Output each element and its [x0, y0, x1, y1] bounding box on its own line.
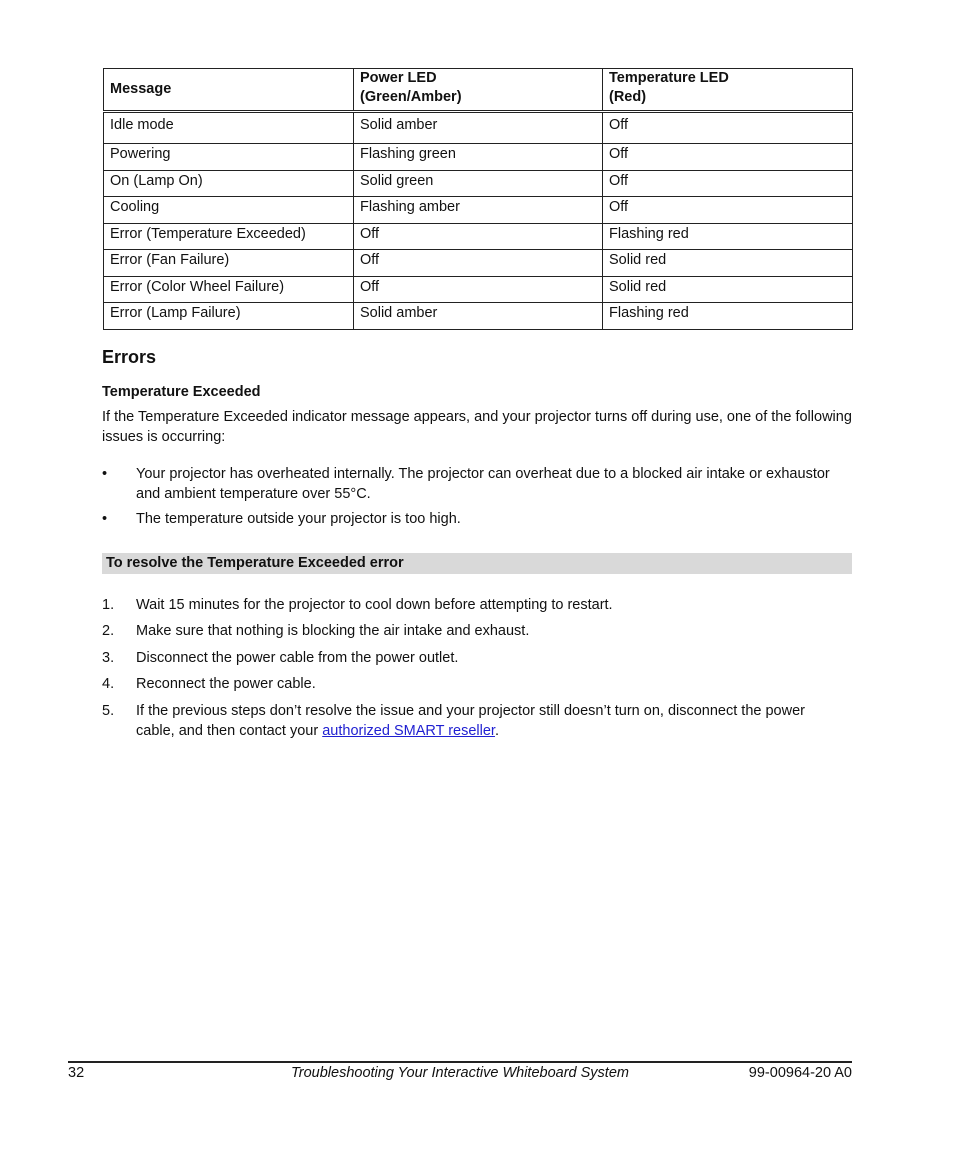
cell-power-led: Solid amber: [354, 303, 603, 330]
authorized-reseller-link[interactable]: authorized SMART reseller: [322, 722, 495, 739]
table-row: [104, 170, 853, 197]
header-temperature-led: Temperature LED (Red): [603, 69, 853, 112]
step-number: 2.: [102, 623, 115, 639]
bullet-text: The temperature outside your projector is too high.: [136, 511, 461, 527]
table-row: [104, 250, 853, 277]
cell-temperature-led: Off: [603, 144, 853, 171]
cell-power-led: Solid amber: [354, 112, 603, 144]
step-number: 1.: [102, 597, 115, 613]
procedure-step: [102, 622, 842, 642]
table-row: [104, 112, 853, 144]
cell-message: On (Lamp On): [104, 170, 354, 197]
cell-temperature-led: Flashing red: [603, 303, 853, 330]
cell-message: Idle mode: [104, 112, 354, 144]
document-number: 99-00964-20 A0: [748, 1065, 852, 1081]
step-text-tail: .: [494, 722, 499, 739]
table-row: [104, 276, 853, 303]
subheading-temperature-exceeded: Temperature Exceeded: [102, 384, 261, 400]
step-text-lead: If the previous steps don’t resolve the issue and your projector still doesn’t turn on, disconnect the power cable, and then contact your: [136, 703, 805, 739]
page-footer: [68, 1065, 852, 1085]
bullet-text: Your projector has overheated internally. The projector can overheat due to a blocked air intake or exhaustor and ambient temperature over 55°C.: [136, 466, 830, 502]
section-heading-errors: Errors: [102, 347, 157, 367]
step-text: Disconnect the power cable from the power outlet.: [136, 650, 459, 666]
table-header-row: [104, 69, 853, 112]
cell-temperature-led: Solid red: [603, 276, 853, 303]
procedure-step: [102, 675, 842, 695]
bullet-marker: •: [102, 511, 108, 527]
step-number: 3.: [102, 650, 115, 666]
bullet-marker: •: [102, 466, 108, 482]
cell-message: Powering: [104, 144, 354, 171]
table-row: [104, 144, 853, 171]
cell-message: Error (Color Wheel Failure): [104, 276, 354, 303]
page-number: 32: [68, 1065, 85, 1081]
procedure-step: [102, 702, 842, 741]
step-text: [136, 702, 842, 741]
step-text: Make sure that nothing is blocking the air intake and exhaust.: [136, 623, 530, 639]
led-status-table: [103, 68, 853, 330]
step-text: Wait 15 minutes for the projector to cool down before attempting to restart.: [136, 597, 613, 613]
bullet-list-item: [102, 510, 842, 530]
intro-paragraph: If the Temperature Exceeded indicator message appears, and your projector turns off during use, one of the following issues is occurring:: [102, 409, 852, 445]
step-number: 4.: [102, 676, 115, 692]
footer-rule: [68, 1061, 852, 1063]
table-row: [104, 303, 853, 330]
cell-message: Error (Lamp Failure): [104, 303, 354, 330]
footer-document-title: Troubleshooting Your Interactive Whiteboard System: [291, 1065, 629, 1081]
cell-power-led: Flashing green: [354, 144, 603, 171]
cell-temperature-led: Solid red: [603, 250, 853, 277]
bullet-list-item: [102, 465, 842, 504]
step-text: Reconnect the power cable.: [136, 676, 316, 692]
table-row: [104, 223, 853, 250]
cell-temperature-led: Flashing red: [603, 223, 853, 250]
cell-temperature-led: Off: [603, 112, 853, 144]
cell-message: Error (Fan Failure): [104, 250, 354, 277]
procedure-step: [102, 649, 842, 669]
cell-temperature-led: Off: [603, 170, 853, 197]
cell-power-led: Off: [354, 223, 603, 250]
step-number: 5.: [102, 703, 115, 719]
cell-message: Cooling: [104, 197, 354, 224]
cell-power-led: Off: [354, 276, 603, 303]
header-power-led: Power LED (Green/Amber): [354, 69, 603, 112]
cell-power-led: Flashing amber: [354, 197, 603, 224]
table-row: [104, 197, 853, 224]
cell-temperature-led: Off: [603, 197, 853, 224]
cell-message: Error (Temperature Exceeded): [104, 223, 354, 250]
procedure-step: [102, 596, 842, 616]
header-message: Message: [104, 69, 354, 112]
cell-power-led: Off: [354, 250, 603, 277]
cell-power-led: Solid green: [354, 170, 603, 197]
procedure-title-bar: To resolve the Temperature Exceeded error: [102, 553, 852, 574]
